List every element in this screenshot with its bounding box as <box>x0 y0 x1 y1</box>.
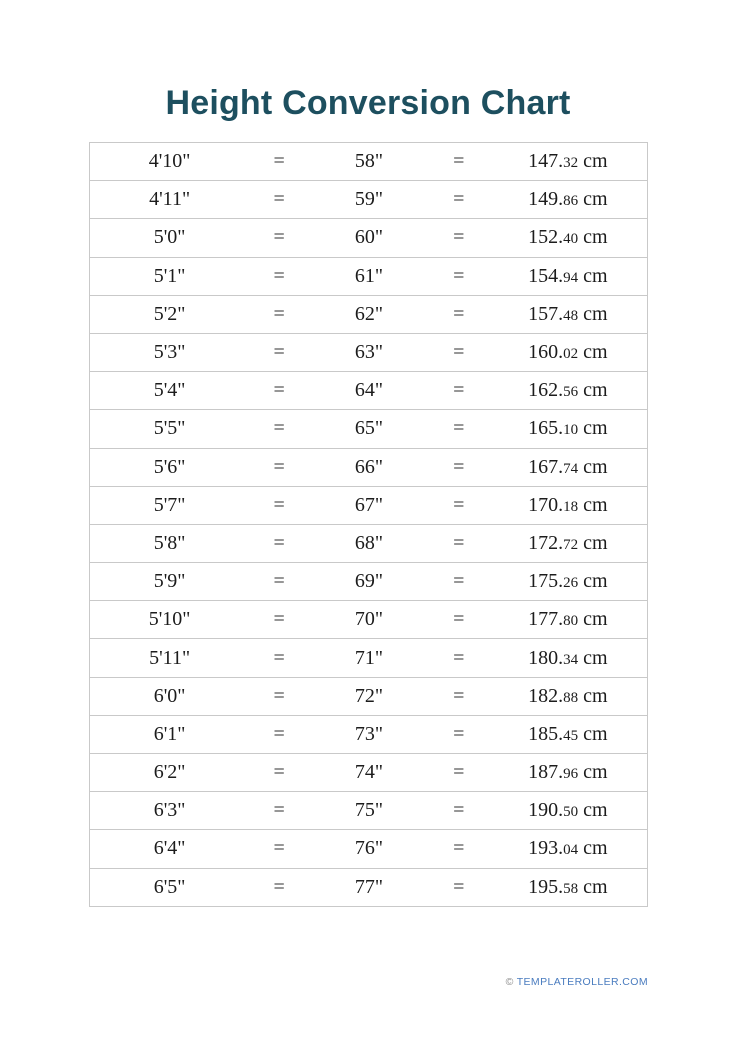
cell-equals: = <box>249 868 309 906</box>
cell-inches: 74" <box>309 754 429 792</box>
cell-inches: 61" <box>309 257 429 295</box>
cell-equals: = <box>429 219 489 257</box>
cell-equals: = <box>429 563 489 601</box>
cell-equals: = <box>249 524 309 562</box>
cell-centimeters: 152.40 cm <box>489 219 648 257</box>
cell-feet-inches: 5'8" <box>90 524 250 562</box>
cell-equals: = <box>249 639 309 677</box>
table-row <box>90 257 648 295</box>
cell-equals: = <box>429 295 489 333</box>
cell-equals: = <box>429 792 489 830</box>
cell-feet-inches: 5'10" <box>90 601 250 639</box>
cell-centimeters: 175.26 cm <box>489 563 648 601</box>
cell-inches: 64" <box>309 372 429 410</box>
table-row <box>90 754 648 792</box>
table-row <box>90 868 648 906</box>
table-row <box>90 143 648 181</box>
cell-equals: = <box>429 754 489 792</box>
table-row <box>90 524 648 562</box>
cell-inches: 71" <box>309 639 429 677</box>
cell-equals: = <box>429 601 489 639</box>
cell-centimeters: 154.94 cm <box>489 257 648 295</box>
table-row <box>90 830 648 868</box>
cell-equals: = <box>429 715 489 753</box>
cell-inches: 76" <box>309 830 429 868</box>
copyright-link[interactable] <box>506 976 648 988</box>
cell-equals: = <box>249 257 309 295</box>
cell-centimeters: 177.80 cm <box>489 601 648 639</box>
cell-feet-inches: 5'3" <box>90 333 250 371</box>
cell-inches: 63" <box>309 333 429 371</box>
table-row <box>90 448 648 486</box>
cell-inches: 69" <box>309 563 429 601</box>
cell-centimeters: 160.02 cm <box>489 333 648 371</box>
cell-inches: 72" <box>309 677 429 715</box>
cell-equals: = <box>429 830 489 868</box>
cell-centimeters: 149.86 cm <box>489 181 648 219</box>
cell-inches: 68" <box>309 524 429 562</box>
cell-equals: = <box>429 372 489 410</box>
cell-centimeters: 182.88 cm <box>489 677 648 715</box>
cell-equals: = <box>249 143 309 181</box>
cell-inches: 62" <box>309 295 429 333</box>
cell-feet-inches: 6'0" <box>90 677 250 715</box>
cell-feet-inches: 5'5" <box>90 410 250 448</box>
table-row <box>90 333 648 371</box>
cell-centimeters: 172.72 cm <box>489 524 648 562</box>
table-row <box>90 295 648 333</box>
cell-equals: = <box>429 410 489 448</box>
cell-equals: = <box>249 372 309 410</box>
cell-equals: = <box>249 410 309 448</box>
table-row <box>90 792 648 830</box>
cell-inches: 58" <box>309 143 429 181</box>
cell-equals: = <box>249 295 309 333</box>
table-row <box>90 486 648 524</box>
cell-feet-inches: 6'3" <box>90 792 250 830</box>
conversion-table-body <box>90 143 648 907</box>
cell-equals: = <box>429 524 489 562</box>
cell-equals: = <box>429 486 489 524</box>
cell-equals: = <box>249 219 309 257</box>
cell-equals: = <box>249 715 309 753</box>
cell-feet-inches: 5'9" <box>90 563 250 601</box>
cell-inches: 67" <box>309 486 429 524</box>
cell-inches: 75" <box>309 792 429 830</box>
cell-inches: 60" <box>309 219 429 257</box>
cell-equals: = <box>249 563 309 601</box>
cell-feet-inches: 6'1" <box>90 715 250 753</box>
table-row <box>90 563 648 601</box>
cell-inches: 59" <box>309 181 429 219</box>
cell-equals: = <box>249 181 309 219</box>
cell-equals: = <box>249 486 309 524</box>
cell-feet-inches: 5'11" <box>90 639 250 677</box>
cell-equals: = <box>249 601 309 639</box>
table-row <box>90 677 648 715</box>
cell-centimeters: 170.18 cm <box>489 486 648 524</box>
cell-feet-inches: 6'5" <box>90 868 250 906</box>
table-row <box>90 219 648 257</box>
cell-equals: = <box>429 333 489 371</box>
cell-centimeters: 190.50 cm <box>489 792 648 830</box>
copyright-symbol: © <box>505 976 514 988</box>
cell-centimeters: 185.45 cm <box>489 715 648 753</box>
table-row <box>90 410 648 448</box>
cell-inches: 73" <box>309 715 429 753</box>
table-row <box>90 181 648 219</box>
cell-equals: = <box>429 181 489 219</box>
cell-centimeters: 195.58 cm <box>489 868 648 906</box>
cell-feet-inches: 4'10" <box>90 143 250 181</box>
cell-feet-inches: 5'0" <box>90 219 250 257</box>
cell-equals: = <box>429 257 489 295</box>
table-row <box>90 715 648 753</box>
cell-equals: = <box>429 868 489 906</box>
copyright-text: TEMPLATEROLLER.COM <box>516 976 648 988</box>
cell-centimeters: 165.10 cm <box>489 410 648 448</box>
cell-centimeters: 193.04 cm <box>489 830 648 868</box>
cell-equals: = <box>429 677 489 715</box>
table-row <box>90 601 648 639</box>
conversion-table <box>89 142 648 907</box>
cell-feet-inches: 5'7" <box>90 486 250 524</box>
cell-inches: 66" <box>309 448 429 486</box>
cell-inches: 70" <box>309 601 429 639</box>
cell-feet-inches: 5'2" <box>90 295 250 333</box>
cell-equals: = <box>429 143 489 181</box>
cell-feet-inches: 5'1" <box>90 257 250 295</box>
cell-centimeters: 162.56 cm <box>489 372 648 410</box>
cell-feet-inches: 5'6" <box>90 448 250 486</box>
conversion-table-container <box>89 142 648 907</box>
cell-equals: = <box>249 333 309 371</box>
cell-equals: = <box>249 830 309 868</box>
cell-equals: = <box>249 792 309 830</box>
cell-centimeters: 167.74 cm <box>489 448 648 486</box>
table-row <box>90 639 648 677</box>
cell-feet-inches: 6'2" <box>90 754 250 792</box>
cell-equals: = <box>429 448 489 486</box>
cell-centimeters: 147.32 cm <box>489 143 648 181</box>
page-title: Height Conversion Chart <box>165 84 571 122</box>
cell-inches: 65" <box>309 410 429 448</box>
cell-equals: = <box>429 639 489 677</box>
cell-centimeters: 157.48 cm <box>489 295 648 333</box>
cell-feet-inches: 5'4" <box>90 372 250 410</box>
cell-inches: 77" <box>309 868 429 906</box>
cell-equals: = <box>249 754 309 792</box>
table-row <box>90 372 648 410</box>
cell-feet-inches: 4'11" <box>90 181 250 219</box>
cell-equals: = <box>249 448 309 486</box>
cell-equals: = <box>249 677 309 715</box>
cell-centimeters: 187.96 cm <box>489 754 648 792</box>
cell-centimeters: 180.34 cm <box>489 639 648 677</box>
cell-feet-inches: 6'4" <box>90 830 250 868</box>
